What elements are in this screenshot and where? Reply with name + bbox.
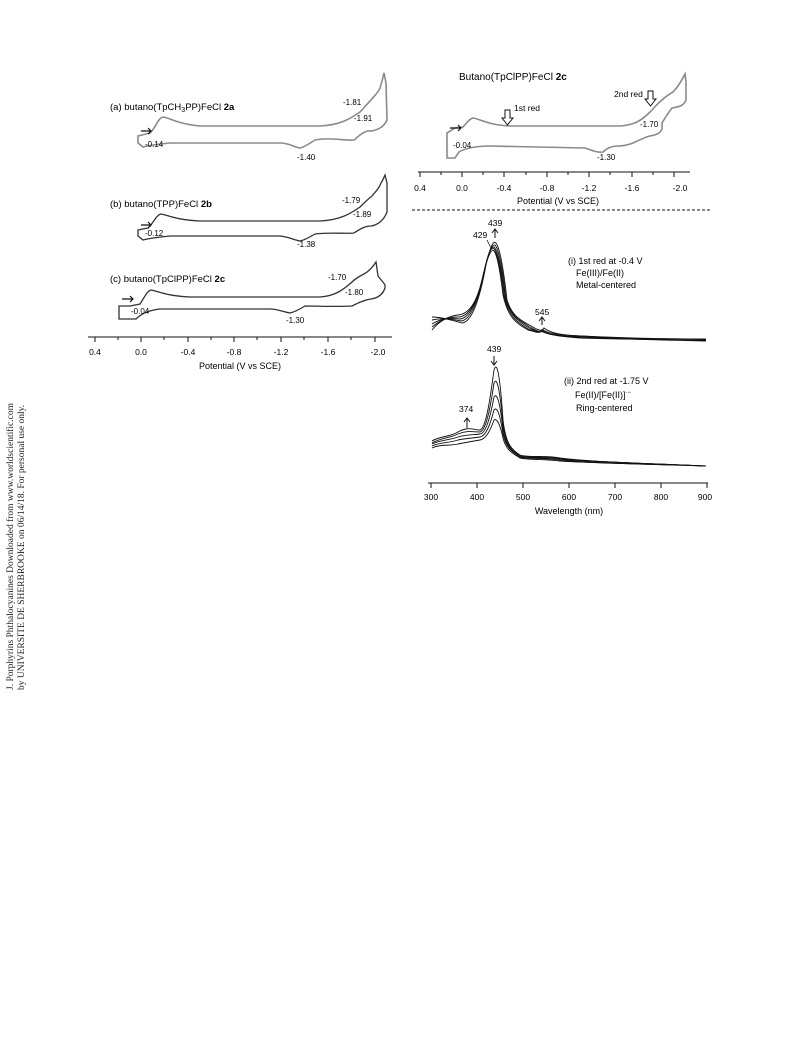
cv-peak-c4: -1.80 [345,288,364,297]
cv-peak-c3: -1.70 [328,273,347,282]
right-cv-peak2: -1.30 [597,153,616,162]
arrow-down-icon [491,356,497,365]
cv-label-c: (c) butano(TpClPP)FeCl 2c [110,274,226,285]
right-cv-peak3: -1.70 [640,120,659,129]
left-cv-x-title: Potential (V vs SCE) [198,361,282,371]
peak-label-439-ii: 439 [487,344,502,354]
left-cv-tick-label: 0.4 [89,347,101,357]
left-cv-tick-label: -0.8 [226,347,242,357]
right-cv-x-title: Potential (V vs SCE) [516,196,600,206]
spectra-tick-label: 900 [697,492,713,502]
arrow-2nd-red-label: 2nd red [614,89,643,99]
peak-label-374: 374 [459,404,474,414]
spectra-tick-label: 500 [515,492,531,502]
spectra-tick-label: 600 [561,492,577,502]
right-cv-tick-label: 0.4 [414,183,426,193]
spectra-x-title: Wavelength (nm) [534,506,604,516]
arrow-2nd-red-icon [645,91,656,106]
peak-label-545: 545 [535,307,550,317]
cv-peak-b1: -0.12 [145,229,164,238]
right-cv-title: Butano(TpClPP)FeCl 2c [459,72,567,83]
peak-label-429: 429 [473,230,488,240]
left-cv-tick-label: -0.4 [180,347,196,357]
panel-i-line1: (i) 1st red at -0.4 V [568,256,643,266]
left-cv-panel [88,73,392,371]
left-cv-tick-label: -2.0 [370,347,386,357]
right-cv-tick-label: -0.8 [539,183,555,193]
peak-label-439-i: 439 [488,218,503,228]
cv-start-arrow-a [141,128,151,134]
spectra-panel [424,218,712,516]
panel-ii-line2: Fe(II)/[Fe(II)]·− [575,390,632,400]
cv-peak-a4: -1.91 [354,114,373,123]
right-cv-panel [414,72,690,206]
right-cv-tick-label: -2.0 [672,183,688,193]
panel-ii-line3: Ring-centered [576,403,633,413]
leader-line [487,240,491,248]
cv-peak-c2: -1.30 [286,316,305,325]
spectra-ticks [431,483,707,488]
panel-i-line3: Metal-centered [576,280,637,290]
cv-peak-c1: -0.04 [131,307,150,316]
right-cv-tick-labels [414,183,688,193]
spectra-tick-label: 800 [653,492,669,502]
arrow-up-icon [492,229,498,238]
panel-ii-line1: (ii) 2nd red at -1.75 V [564,376,649,386]
right-cv-ticks [420,172,674,177]
spectra-tick-label: 400 [469,492,485,502]
watermark-line-2: by UNIVERSITE DE SHERBROOKE on 06/14/18. For personal use only. [17,404,27,690]
cv-peak-b4: -1.89 [353,210,372,219]
cv-peak-a3: -1.81 [343,98,362,107]
right-cv-tick-label: 0.0 [456,183,468,193]
spectra-tick-label: 700 [607,492,623,502]
arrow-up-icon [539,317,545,325]
arrow-up-icon [464,418,470,428]
spectra-tick-label: 300 [423,492,439,502]
right-cv-tick-label: -1.6 [624,183,640,193]
cv-peak-a2: -1.40 [297,153,316,162]
right-cv-tick-label: -1.2 [581,183,597,193]
panel-i-line2: Fe(III)/Fe(II) [576,268,624,278]
download-watermark [6,330,28,690]
left-cv-tick-labels [89,347,386,357]
cv-start-arrow-c [122,296,133,302]
left-cv-ticks [95,337,375,342]
cv-peak-b3: -1.79 [342,196,361,205]
spectra-tick-labels [424,492,712,502]
cv-label-b: (b) butano(TPP)FeCl 2b [110,199,212,210]
watermark-line-1: J. Porphyrins Phthalocyanines Downloaded from www.worldscientific.com [6,403,16,690]
cv-start-arrow-b [141,222,151,228]
cv-label-a: (a) butano(TpCH$_3$PP)FeCl 2a [110,102,235,114]
cv-peak-a1: -0.14 [145,140,164,149]
left-cv-tick-label: 0.0 [135,347,147,357]
left-cv-tick-label: -1.2 [273,347,289,357]
arrow-1st-red-icon [502,110,513,125]
right-cv-tick-label: -0.4 [496,183,512,193]
right-cv-peak1: -0.04 [453,141,472,150]
arrow-1st-red-label: 1st red [514,103,540,113]
right-cv-trace [447,74,686,158]
left-cv-tick-label: -1.6 [320,347,336,357]
cv-peak-b2: -1.38 [297,240,316,249]
